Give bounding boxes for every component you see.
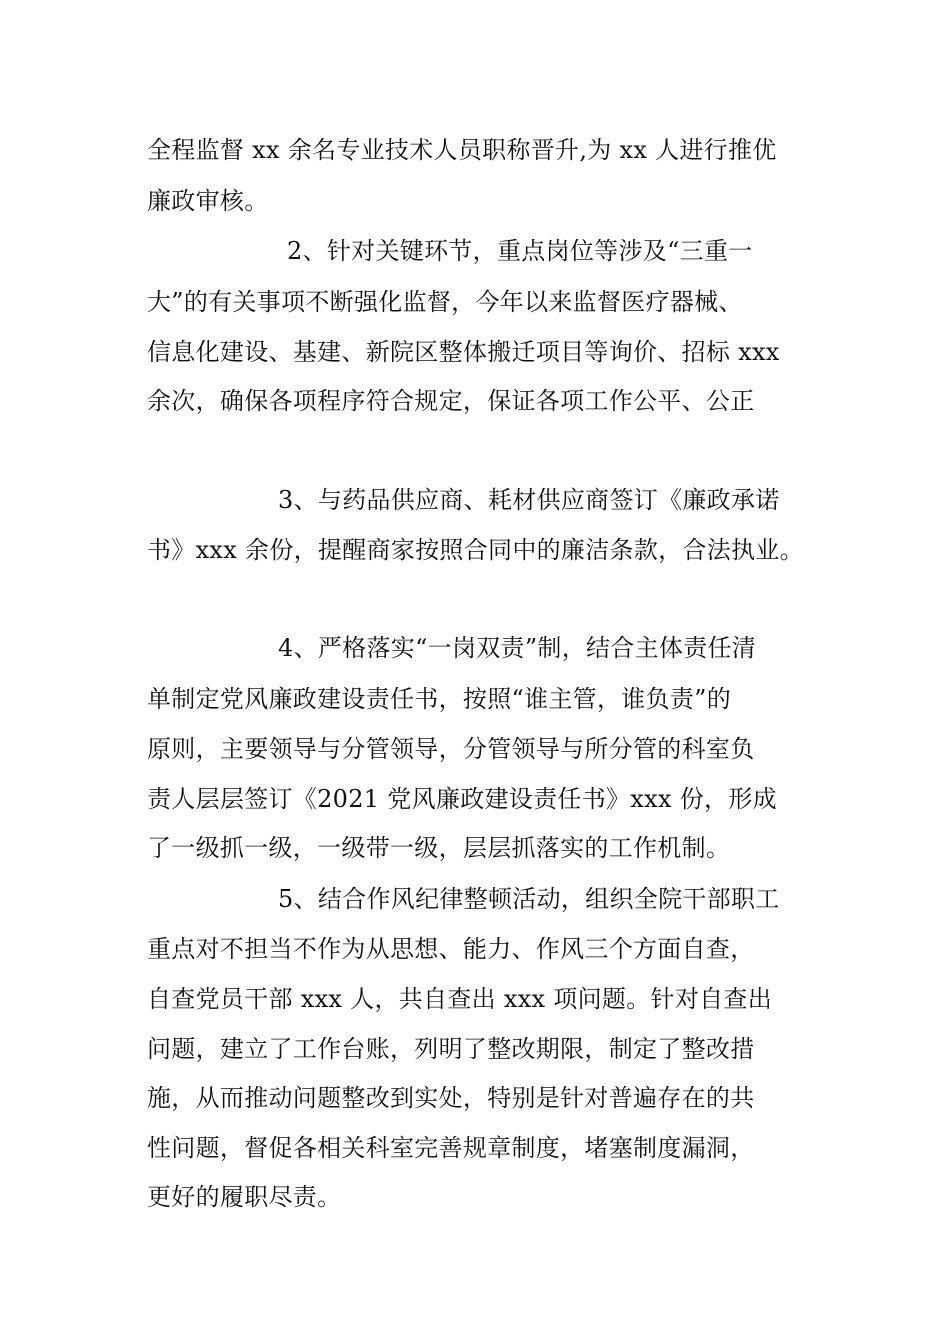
paragraph-2-line-4: 余次，确保各项程序符合规定，保证各项工作公平、公正 <box>147 387 755 415</box>
paragraph-3-line-2: 书》xxx 余份，提醒商家按照合同中的廉洁条款，合法执业。 <box>147 536 804 564</box>
paragraph-4-line-4: 责人层层签订《2021 党风廉政建设责任书》xxx 份，形成 <box>147 785 777 813</box>
paragraph-5-line-1: 5、结合作风纪律整顿活动，组织全院干部职工 <box>278 885 780 913</box>
paragraph-2-line-1: 2、针对关键环节，重点岗位等涉及“三重一 <box>287 237 753 265</box>
paragraph-1-line-1: 全程监督 xx 余名专业技术人员职称晋升,为 xx 人进行推优 <box>147 136 777 164</box>
paragraph-4-line-5: 了一级抓一级，一级带一级，层层抓落实的工作机制。 <box>147 834 731 862</box>
paragraph-2-line-3: 信息化建设、基建、新院区整体搬迁项目等询价、招标 xxx <box>147 338 780 366</box>
paragraph-5-line-6: 性问题，督促各相关科室完善规章制度，堵塞制度漏洞， <box>147 1134 755 1162</box>
paragraph-2-line-2: 大”的有关事项不断强化监督，今年以来监督医疗器械、 <box>147 288 743 316</box>
paragraph-5-line-2: 重点对不担当不作为从思想、能力、作风三个方面自查， <box>147 935 755 963</box>
paragraph-5-line-3: 自查党员干部 xxx 人，共自查出 xxx 项问题。针对自查出 <box>147 985 773 1013</box>
paragraph-5-line-4: 问题，建立了工作台账，列明了整改期限，制定了整改措 <box>147 1035 755 1063</box>
paragraph-4-line-3: 原则，主要领导与分管领导，分管领导与所分管的科室负 <box>147 735 755 763</box>
paragraph-3-line-1: 3、与药品供应商、耗材供应商签订《廉政承诺 <box>278 486 780 514</box>
paragraph-4-line-1: 4、严格落实“一岗双责”制，结合主体责任清 <box>278 634 757 662</box>
paragraph-1-line-2: 廉政审核。 <box>147 187 269 215</box>
paragraph-5-line-7: 更好的履职尽责。 <box>147 1183 342 1211</box>
paragraph-5-line-5: 施，从而推动问题整改到实处，特别是针对普遍存在的共 <box>147 1084 755 1112</box>
paragraph-4-line-2: 单制定党风廉政建设责任书，按照“谁主管，谁负责”的 <box>147 685 732 713</box>
